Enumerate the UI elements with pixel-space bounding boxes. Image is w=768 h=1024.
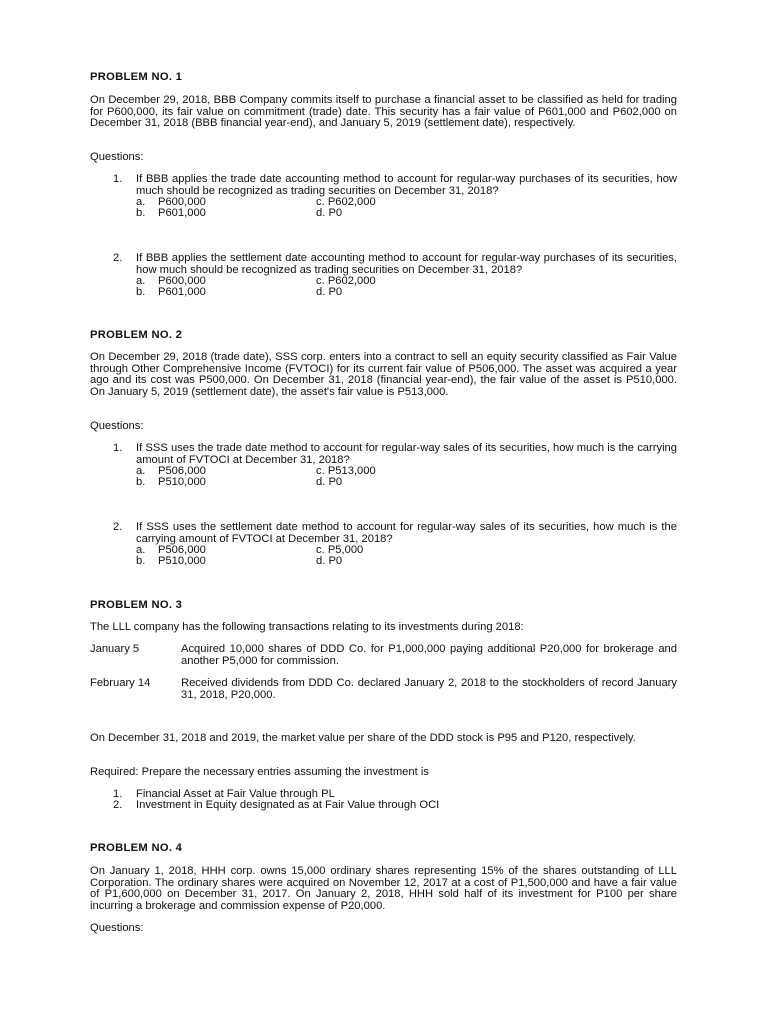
problem-1-q2-option-d	[316, 287, 342, 299]
transaction-description: Acquired 10,000 shares of DDD Co. for P1,000,000 paying additional P20,000 for brokerage and another P5,000 for commission.	[181, 643, 677, 667]
problem-2-q1-option-d	[316, 477, 342, 489]
option-text: P506,000	[158, 465, 206, 477]
option-letter: d.	[316, 286, 326, 298]
option-letter: c.	[316, 465, 325, 477]
problem-1-q2-option-b	[136, 287, 206, 299]
option-letter: c.	[316, 544, 325, 556]
option-letter: d.	[316, 207, 326, 219]
problem-2-q2-option-b	[136, 556, 206, 568]
option-letter: a.	[136, 196, 146, 208]
problem-3-required: Required: Prepare the necessary entries assuming the investment is	[90, 766, 429, 778]
problem-1-questions-label: Questions:	[90, 151, 144, 163]
transaction-date: January 5	[90, 643, 140, 655]
problem-4-body: On January 1, 2018, HHH corp. owns 15,000 ordinary shares representing 15% of the shares outstanding of LLL Corporation. The ordinary shares were acquired on November 12, 2017 at a cost of P1,500,000 and have a fair value of P1,600,000 on December 31, 2017. On January 2, 2018, HHH sold half of its investment for P100 per share incurring a brokerage and commission expense of P20,000.	[90, 865, 677, 912]
option-text: P513,000	[327, 465, 376, 477]
problem-1-body: On December 29, 2018, BBB Company commits itself to purchase a financial asset to be classified as held for trading for P600,000, its fair value on commitment (trade) date. This security has a fair value of P601,000 and P602,000 on December 31, 2018 (BBB financial year-end), and January 5, 2019 (settlement date), respectively.	[90, 94, 677, 130]
option-letter: a.	[136, 465, 146, 477]
problem-1-q1-text: If BBB applies the trade date accounting method to account for regular-way purchases of its securities, how much should be recognized as trading securities on December 31, 2018?	[136, 173, 677, 197]
problem-3-market-value: On December 31, 2018 and 2019, the market value per share of the DDD stock is P95 and P120, respectively.	[90, 732, 636, 744]
option-letter: c.	[316, 275, 325, 287]
option-text: P600,000	[158, 196, 206, 208]
option-letter: b.	[136, 207, 146, 219]
problem-1-q1-option-d	[316, 208, 342, 220]
requirement-text: Financial Asset at Fair Value through PL	[136, 788, 335, 800]
option-text: P0	[328, 555, 343, 567]
problem-4-questions-label: Questions:	[90, 922, 144, 934]
problem-2-questions-label: Questions:	[90, 420, 144, 432]
problem-4-heading: PROBLEM NO. 4	[90, 842, 183, 854]
transaction-date: February 14	[90, 677, 151, 689]
problem-2-heading: PROBLEM NO. 2	[90, 329, 183, 341]
problem-2-body: On December 29, 2018 (trade date), SSS corp. enters into a contract to sell an equity security classified as Fair Value through Other Comprehensive Income (FVTOCI) for its current fair value of P506,000. The asset was acquired a year ago and its cost was P500,000. On December 31, 2018 (financial year-end), the fair value of the asset is P510,000. On January 5, 2019 (settlement date), the asset's fair value is P513,000.	[90, 351, 677, 398]
option-text: P510,000	[158, 555, 206, 567]
option-text: P601,000	[158, 286, 206, 298]
problem-1-q2-text: If BBB applies the settlement date accounting method to account for regular-way purchases of its securities, how much should be recognized as trading securities on December 31, 2018?	[136, 252, 677, 276]
problem-2-q2-number: 2.	[113, 521, 123, 533]
problem-2-q1-number: 1.	[113, 442, 123, 454]
problem-2-q1-text: If SSS uses the trade date method to account for regular-way sales of its securities, how much is the carrying amount of FVTOCI at December 31, 2018?	[136, 442, 677, 466]
problem-1-q2-number: 2.	[113, 252, 123, 264]
option-letter: b.	[136, 286, 146, 298]
option-letter: a.	[136, 275, 146, 287]
option-text: P506,000	[158, 544, 206, 556]
problem-2-q2-text: If SSS uses the settlement date method to account for regular-way sales of its securities, how much is the carrying amount of FVTOCI at December 31, 2018?	[136, 521, 677, 545]
problem-1-q1-option-b	[136, 208, 206, 220]
requirement-text: Investment in Equity designated as at Fair Value through OCI	[136, 799, 440, 811]
problem-2-q2-option-d	[316, 556, 342, 568]
option-letter: b.	[136, 476, 146, 488]
transaction-description: Received dividends from DDD Co. declared January 2, 2018 to the stockholders of record January 31, 2018, P20,000.	[181, 677, 677, 701]
requirement-number: 2.	[113, 799, 123, 811]
option-letter: c.	[316, 196, 325, 208]
option-letter: b.	[136, 555, 146, 567]
option-letter: d.	[316, 555, 326, 567]
option-letter: d.	[316, 476, 326, 488]
option-text: P0	[328, 286, 343, 298]
problem-1-heading: PROBLEM NO. 1	[90, 71, 183, 83]
problem-1-q1-number: 1.	[113, 173, 123, 185]
problem-3-intro: The LLL company has the following transactions relating to its investments during 2018:	[90, 621, 524, 633]
option-text: P602,000	[327, 275, 376, 287]
problem-2-q1-option-b	[136, 477, 206, 489]
option-text: P601,000	[158, 207, 206, 219]
option-text: P0	[328, 476, 343, 488]
option-text: P0	[328, 207, 343, 219]
option-text: P5,000	[327, 544, 364, 556]
option-text: P600,000	[158, 275, 206, 287]
requirement-number: 1.	[113, 788, 123, 800]
problem-3-heading: PROBLEM NO. 3	[90, 599, 183, 611]
option-text: P602,000	[327, 196, 376, 208]
option-text: P510,000	[158, 476, 206, 488]
option-letter: a.	[136, 544, 146, 556]
